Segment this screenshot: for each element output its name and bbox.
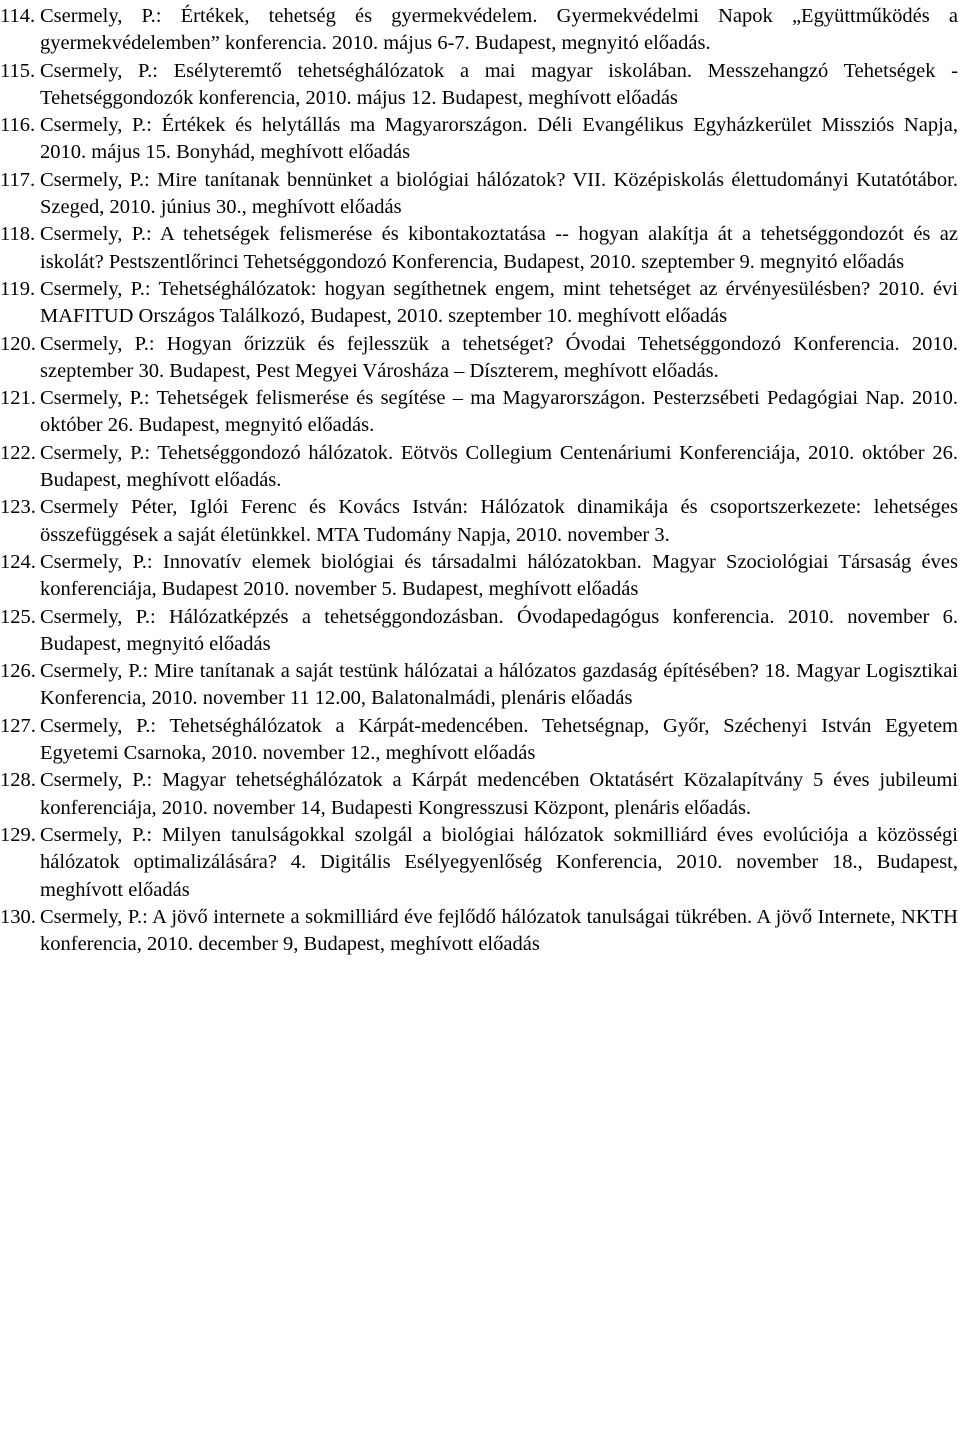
item-text: Csermely, P.: A jövő internete a sokmilliárd éve fejlődő hálózatok tanulságai tükrében. A jövő Internete, NKTH konferencia, 2010. december 9, Budapest, meghívott előadás bbox=[40, 905, 958, 956]
item-text: Csermely, P.: Értékek, tehetség és gyermekvédelem. Gyermekvédelmi Napok „Együttműködés a gyermekvédelemben” konferencia. 2010. május 6-7. Budapest, megnyitó előadás. bbox=[40, 5, 958, 55]
reference-list bbox=[0, 3, 958, 958]
item-number: 128. bbox=[0, 769, 36, 792]
item-number: 124. bbox=[0, 550, 36, 573]
list-item bbox=[0, 822, 958, 904]
item-text: Csermely, P.: A tehetségek felismerése és kibontakoztatása -- hogyan alakítja át a tehetséggondozót és az iskolát? Pestszentlőrinci Tehetséggondozó Konferencia, Budapest, 2010. szeptember 9. megnyitó előadás bbox=[40, 223, 958, 273]
item-text: Csermely, P.: Esélyteremtő tehetséghálózatok a mai magyar iskolában. Messzehangzó Tehetségek - Tehetséggondozók konferencia, 2010. május 12. Budapest, meghívott előadás bbox=[40, 59, 958, 109]
item-number: 127. bbox=[0, 714, 36, 737]
list-item bbox=[0, 167, 958, 222]
item-number: 122. bbox=[0, 441, 36, 464]
item-number: 129. bbox=[0, 823, 36, 846]
list-item bbox=[0, 221, 958, 276]
item-number: 120. bbox=[0, 332, 36, 355]
list-item bbox=[0, 604, 958, 659]
item-text: Csermely, P.: Tehetséggondozó hálózatok. Eötvös Collegium Centenáriumi Konferenciája, 2010. október 26. Budapest, meghívott előadás. bbox=[40, 441, 958, 492]
list-item bbox=[0, 767, 958, 822]
item-number: 114. bbox=[0, 5, 36, 27]
item-text: Csermely, P.: Hálózatképzés a tehetséggondozásban. Óvodapedagógus konferencia. 2010. november 6. Budapest, megnyitó előadás bbox=[40, 605, 958, 655]
item-number: 121. bbox=[0, 387, 36, 410]
item-text: Csermely, P.: Mire tanítanak a saját testünk hálózatai a hálózatos gazdaság építésében? 18. Magyar Logisztikai Konferencia, 2010. november 11 12.00, Balatonalmádi, plenáris előadás bbox=[40, 660, 958, 710]
item-text: Csermely, P.: Tehetséghálózatok: hogyan segíthetnek engem, mint tehetséget az érvényesülésben? 2010. évi MAFITUD Országos Találkozó, Budapest, 2010. szeptember 10. meghívott előadás bbox=[40, 277, 958, 328]
item-number: 116. bbox=[0, 114, 36, 137]
item-number: 130. bbox=[0, 905, 36, 928]
item-text: Csermely, P.: Magyar tehetséghálózatok a Kárpát medencében Oktatásért Közalapítvány 5 éves jubileumi konferenciája, 2010. november 14, Budapesti Kongresszusi Központ, plenáris előadás. bbox=[40, 769, 958, 819]
list-item bbox=[0, 276, 958, 331]
item-text: Csermely Péter, Iglói Ferenc és Kovács István: Hálózatok dinamikája és csoportszerkezete: lehetséges összefüggések a saját életünkkel. MTA Tudomány Napja, 2010. november 3. bbox=[40, 496, 958, 546]
item-text: Csermely, P.: Mire tanítanak bennünket a biológiai hálózatok? VII. Középiskolás élettudományi Kutatótábor. Szeged, 2010. június 30., meghívott előadás bbox=[40, 168, 958, 219]
list-item bbox=[0, 494, 958, 549]
list-item bbox=[0, 904, 958, 959]
list-item bbox=[0, 331, 958, 386]
item-number: 123. bbox=[0, 496, 36, 519]
item-text: Csermely, P.: Milyen tanulságokkal szolgál a biológiai hálózatok sokmilliárd éves evolúciója a közösségi hálózatok optimalizálására? 4. Digitális Esélyegyenlőség Konferencia, 2010. november 18., Budapest, meghívott előadás bbox=[40, 823, 958, 901]
list-item bbox=[0, 3, 958, 58]
list-item bbox=[0, 713, 958, 768]
list-item bbox=[0, 440, 958, 495]
item-number: 117. bbox=[0, 168, 36, 191]
item-number: 115. bbox=[0, 59, 36, 82]
item-text: Csermely, P.: Értékek és helytállás ma Magyarországon. Déli Evangélikus Egyházkerület Missziós Napja, 2010. május 15. Bonyhád, meghívott előadás bbox=[40, 114, 958, 164]
list-item bbox=[0, 385, 958, 440]
item-text: Csermely, P.: Tehetségek felismerése és segítése – ma Magyarországon. Pesterzsébeti Pedagógiai Nap. 2010. október 26. Budapest, megnyitó előadás. bbox=[40, 387, 958, 437]
list-item bbox=[0, 112, 958, 167]
item-number: 118. bbox=[0, 223, 36, 246]
item-number: 119. bbox=[0, 277, 36, 300]
list-item bbox=[0, 549, 958, 604]
list-item bbox=[0, 658, 958, 713]
item-text: Csermely, P.: Innovatív elemek biológiai és társadalmi hálózatokban. Magyar Szociológiai Társaság éves konferenciája, Budapest 2010. november 5. Budapest, meghívott előadás bbox=[40, 550, 958, 601]
item-text: Csermely, P.: Tehetséghálózatok a Kárpát-medencében. Tehetségnap, Győr, Széchenyi István Egyetem Egyetemi Csarnoka, 2010. november 12., meghívott előadás bbox=[40, 714, 958, 765]
item-text: Csermely, P.: Hogyan őrizzük és fejlesszük a tehetséget? Óvodai Tehetséggondozó Konferencia. 2010. szeptember 30. Budapest, Pest Megyei Városháza – Díszterem, meghívott előadás. bbox=[40, 332, 958, 382]
list-item bbox=[0, 58, 958, 113]
item-number: 125. bbox=[0, 605, 36, 628]
item-number: 126. bbox=[0, 660, 36, 683]
